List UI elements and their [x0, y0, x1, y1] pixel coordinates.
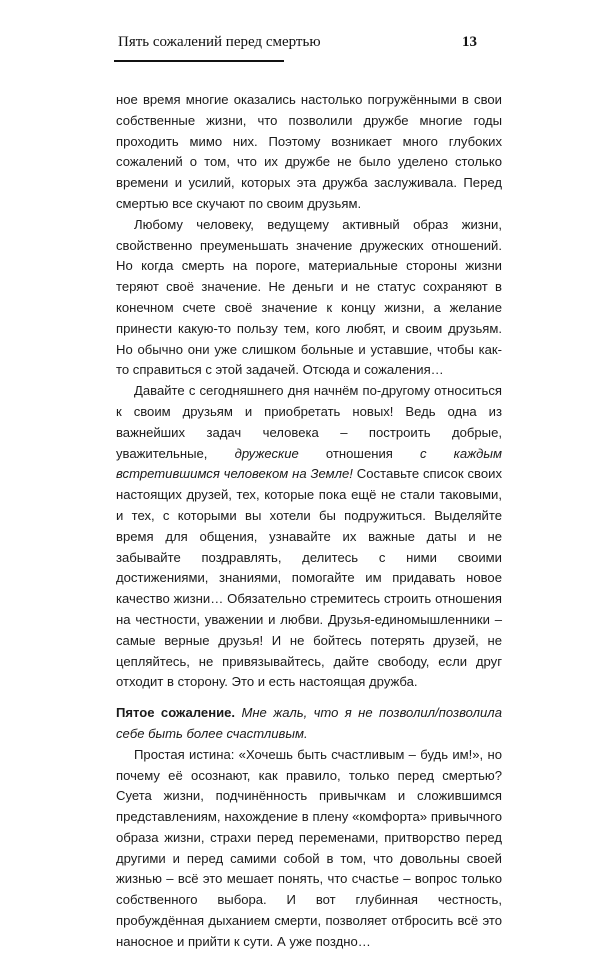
paragraph-3-part-3: Составьте список своих настоящих друзей, тех, которые пока ещё не стали таковыми, и тех, с которыми вы хотели бы подружиться. Выделяйте время для общения, узнавайте их важные даты и не забывайте поздравлять, делитесь с ними своими достижениями, знаниями, помогайте им придавать новое качество жизни… Обязательно стремитесь строить отношения на честности, уважении и любви. Друзья-единомышленники – самые верные друзья! И не бойтесь потерять друзей, не цепляйтесь, не привязывайтесь, дайте свободу, если друг отходит в сторону. Это и есть настоящая дружба. — [116, 466, 503, 690]
paragraph-3 — [116, 381, 502, 693]
body-text — [116, 90, 502, 953]
section-heading-fifth-regret — [116, 703, 502, 745]
paragraph-2: Любому человеку, ведущему активный образ жизни, свойственно преуменьшать значение дружеских отношений. Но когда смерть на пороге, материальные стороны жизни теряют своё значение. Не деньги и не статус сохраняют в конечном счете своё значение к концу жизни, а желание принести какую-то пользу тем, кого любят, и своим друзьям. Но обычно они уже слишком больные и уставшие, чтобы как-то справиться с этой задачей. Отсюда и сожаления… — [116, 216, 502, 378]
paragraph-3-part-1: Давайте с сегодняшнего дня начнём по-другому относиться к своим друзьям и приобретать новых! Ведь одна из важнейших задач человека – построить добрые, уважительные, — [116, 383, 502, 461]
paragraph-5: Простая истина: «Хочешь быть счастливым – будь им!», но почему её осознают, как правило, только перед смертью? Суета жизни, подчинённость привычкам и сложившимся представлениям, нахождение в плену «комфорта» привычного образа жизни, страхи перед переменами, притворство перед другими и перед самими собой в том, что довольны своей жизнью – всё это мешает понять, что счастье – вопрос только собственного выбора. И вот глубинная честность, пробуждённая дыханием смерти, позволяет отбросить всё это наносное и прийти к сути. А уже поздно… — [116, 746, 502, 949]
paragraph-1: ное время многие оказались настолько погружёнными в свои собственные жизни, что позволили дружбе многие годы проходить мимо них. Поэтому возникает много глубоких сожалений о том, что их дружбе не было уделено столько времени и усилий, которых эта дружба заслуживала. Перед смертью все скучают по своим друзьям. — [116, 92, 502, 211]
header-rule — [114, 60, 284, 62]
section-label: Пятое сожаление. — [116, 705, 236, 721]
paragraph-3-emphasis-1: дружеские — [234, 445, 299, 461]
section-statement: Мне жаль, что я не позволил/позволила себе быть более счастливым. — [116, 705, 502, 741]
paragraph-3-emphasis-2: с каждым встретившимся человеком на Земле! — [116, 445, 503, 482]
page-number: 13 — [462, 34, 477, 50]
running-title: Пять сожалений перед смертью — [118, 34, 321, 50]
paragraph-3-part-2: отношения — [298, 445, 420, 461]
